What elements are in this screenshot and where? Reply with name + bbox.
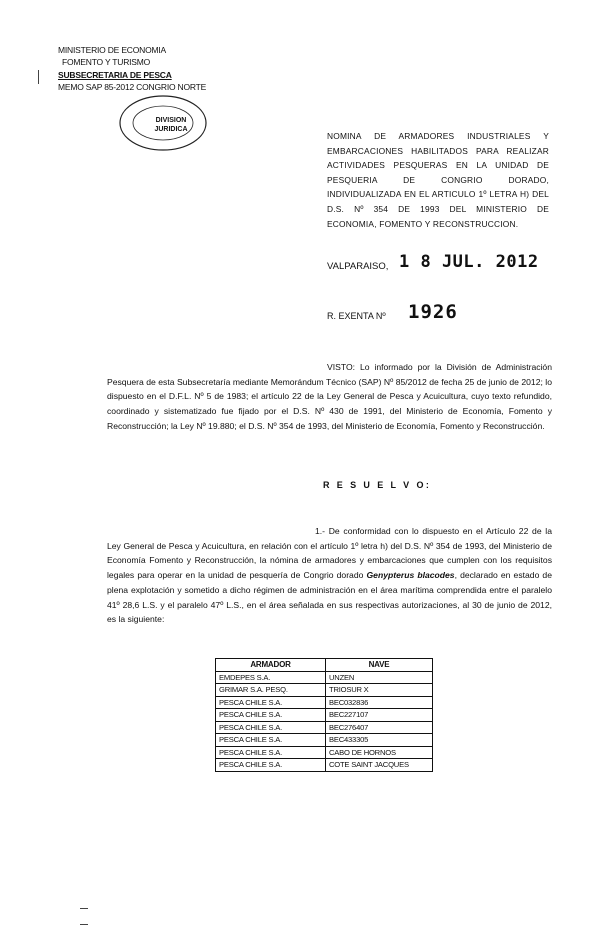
table-row xyxy=(216,696,433,709)
column-header-armador: ARMADOR xyxy=(216,659,326,672)
document-title xyxy=(327,129,549,231)
scan-mark xyxy=(80,924,88,925)
title-line: ECONOMIA, FOMENTO Y RECONSTRUCCION. xyxy=(327,218,519,229)
article-text-after: , declarado en estado de plena explotación y sometido a dicho régimen de administración en el área marítima comprendida entre el paralelo 41º 28,6 L.S. y el paralelo 47º L.S., en el área señalada en sus respectivas autorizaciones, al 30 de junio de 2012, es la siguiente: xyxy=(107,570,552,625)
title-line: D.S. Nº 354 DE 1993 DEL MINISTERIO DE xyxy=(327,203,549,214)
nave-cell: COTE SAINT JACQUES xyxy=(326,759,433,772)
visto-text: VISTO: Lo informado por la División de Administración Pesquera de esta Subsecretaría mediante Memorándum Técnico (SAP) Nº 85/2012 de fecha 25 de junio de 2012; lo dispuesto en el D.F.L. Nº 5 de 1983; el artículo 22 de la Ley General de Pesca y Acuicultura, cuyo texto refundido, coordinado y sistematizado fue fijado por el D.S. Nº 430 de 1991, del Ministerio de Economía, Fomento y Reconstrucción; la Ley Nº 19.880; el D.S. Nº 354 de 1993, del Ministerio de Economía, Fomento y Reconstrucción. xyxy=(107,362,552,431)
article-1-text xyxy=(107,524,552,627)
species-name: Genypterus blacodes xyxy=(366,570,455,581)
table-row xyxy=(216,734,433,747)
article-text-before: 1.- De conformidad con lo dispuesto en el Artículo 22 de la Ley General de Pesca y Acuicultura, en relación con el artículo 1º letra h) del D.S. Nº 354 de 1993, del Ministerio de Economía Fomento y Reconstrucción, la nómina de armadores y embarcaciones que cumplen con los requisitos legales para operar en la unidad de pesquería de Congrio dorado xyxy=(107,526,552,581)
stamp-line-1: DIVISION xyxy=(155,117,187,124)
ministry-subtitle: FOMENTO Y TURISMO xyxy=(62,57,151,67)
article-1-paragraph xyxy=(107,524,552,627)
resolution-number: 1926 xyxy=(408,301,458,323)
nave-cell: CABO DE HORNOS xyxy=(326,746,433,759)
scan-mark xyxy=(80,908,88,909)
armador-cell: PESCA CHILE S.A. xyxy=(216,721,326,734)
table-row xyxy=(216,709,433,722)
title-line: PESQUERIA DE CONGRIO DORADO, xyxy=(327,174,549,185)
visto-paragraph xyxy=(107,360,552,434)
table-row xyxy=(216,721,433,734)
armador-cell: PESCA CHILE S.A. xyxy=(216,696,326,709)
table-row xyxy=(216,759,433,772)
place-label: VALPARAISO, xyxy=(327,261,389,272)
stamp-text xyxy=(142,116,200,134)
table-row xyxy=(216,671,433,684)
title-line: NOMINA DE ARMADORES INDUSTRIALES Y xyxy=(327,131,549,141)
table-row xyxy=(216,746,433,759)
stamped-date: 1 8 JUL. 2012 xyxy=(399,252,539,272)
armador-cell: EMDEPES S.A. xyxy=(216,671,326,684)
resuelvo-heading: R E S U E L V O: xyxy=(323,480,432,490)
armador-cell: PESCA CHILE S.A. xyxy=(216,746,326,759)
title-line: EMBARCACIONES HABILITADOS PARA REALIZAR xyxy=(327,145,549,156)
armador-cell: GRIMAR S.A. PESQ. xyxy=(216,684,326,697)
title-line: INDIVIDUALIZADA EN EL ARTICULO 1º LETRA H) DEL xyxy=(327,189,549,200)
column-header-nave: NAVE xyxy=(326,659,433,672)
scan-mark xyxy=(38,70,39,84)
nave-cell: BEC433305 xyxy=(326,734,433,747)
memo-reference: MEMO SAP 85-2012 CONGRIO NORTE xyxy=(58,82,207,92)
armador-cell: PESCA CHILE S.A. xyxy=(216,759,326,772)
armador-cell: PESCA CHILE S.A. xyxy=(216,734,326,747)
ministry-name: MINISTERIO DE ECONOMIA xyxy=(58,45,166,55)
nave-cell: UNZEN xyxy=(326,671,433,684)
nave-cell: TRIOSUR X xyxy=(326,684,433,697)
armador-cell: PESCA CHILE S.A. xyxy=(216,709,326,722)
resolution-label: R. EXENTA Nº xyxy=(327,311,386,321)
armadores-table xyxy=(215,658,433,772)
stamp-line-2: JURIDICA xyxy=(154,126,188,133)
nave-cell: BEC227107 xyxy=(326,709,433,722)
nave-cell: BEC276407 xyxy=(326,721,433,734)
nave-cell: BEC032836 xyxy=(326,696,433,709)
subsecretaria-name: SUBSECRETARIA DE PESCA xyxy=(58,70,172,80)
title-line: ACTIVIDADES PESQUERAS EN LA UNIDAD DE xyxy=(327,160,549,171)
table-header-row xyxy=(216,659,433,672)
table-row xyxy=(216,684,433,697)
